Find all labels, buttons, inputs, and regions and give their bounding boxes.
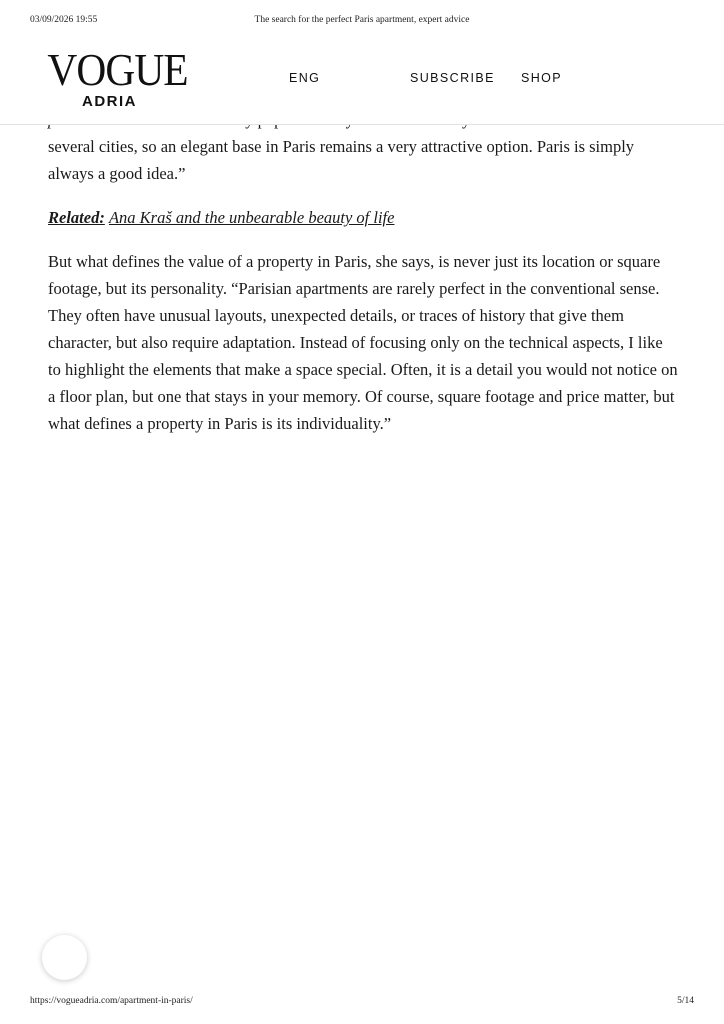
site-header <box>0 44 724 125</box>
print-doc-title: The search for the perfect Paris apartment, expert advice <box>254 15 470 25</box>
logo-subtitle: ADRIA <box>82 93 137 110</box>
article-paragraph: But what defines the value of a property in Paris, she says, is never just its location or square footage, but its personality. “Parisian apartments are rarely perfect in the conventional sense. They often have unusual layouts, unexpected details, or traces of history that give them character, but also require adaptation. Instead of focusing only on the technical aspects, I like to highlight the elements that make a space special. Often, it is a detail you would not notice on a floor plan, but one that stays in your memory. Of course, square footage and price matter, but what defines a property in Paris is its individuality.” <box>48 252 678 433</box>
print-date: 03/09/2026 19:55 <box>30 15 98 25</box>
article-body <box>48 106 678 437</box>
language-switch-eng[interactable]: ENG <box>289 71 321 85</box>
floating-action-button[interactable] <box>42 935 87 980</box>
print-page-number: 5/14 <box>677 996 694 1006</box>
vogue-adria-logo[interactable] <box>42 45 188 112</box>
paragraph-text: several cities, so an elegant base in Paris remains a very attractive option. Paris is simply always a good idea.” <box>48 137 635 183</box>
print-url: https://vogueadria.com/apartment-in-paris/ <box>30 996 193 1006</box>
related-label: Related: <box>48 208 105 227</box>
related-article <box>48 204 678 231</box>
print-header <box>0 15 724 29</box>
print-footer <box>0 996 724 1010</box>
related-article-link[interactable]: Ana Kraš and the unbearable beauty of life <box>108 208 395 227</box>
nav-shop-link[interactable]: SHOP <box>521 71 563 85</box>
logo-wordmark: VOGUE <box>47 45 188 95</box>
nav-subscribe-link[interactable]: SUBSCRIBE <box>410 71 495 85</box>
